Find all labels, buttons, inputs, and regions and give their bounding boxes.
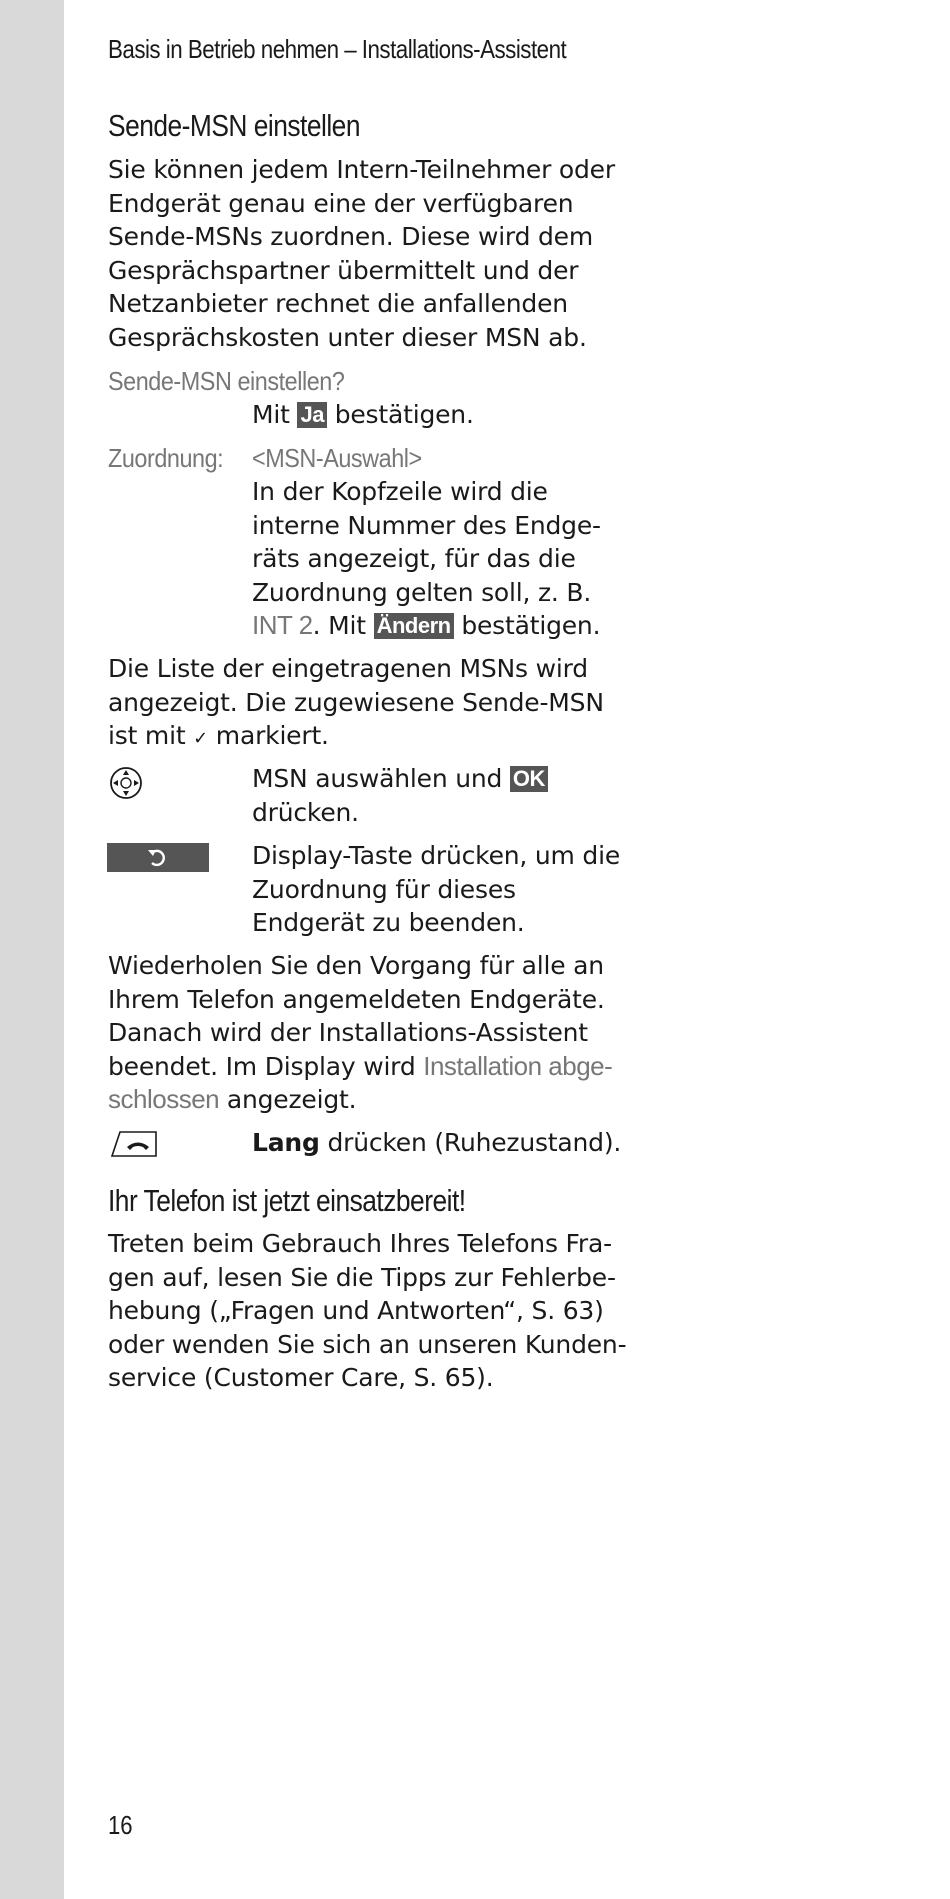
step-line: interne Nummer des Endge- <box>252 510 601 540</box>
para-text: angezeigt. <box>219 1085 357 1115</box>
intro-line: Sende-MSNs zuordnen. Diese wird dem <box>108 222 593 252</box>
step-text: bestätigen. <box>326 400 474 429</box>
page-margin-bar <box>0 0 64 1899</box>
step-text: bestätigen. <box>453 611 601 641</box>
ja-softkey: Ja <box>297 402 326 428</box>
display-text-int2: INT 2 <box>252 610 313 641</box>
para-line: service (Customer Care, S. 65). <box>108 1363 494 1393</box>
intro-line: Gesprächspartner übermittelt und der <box>108 255 579 285</box>
zuordnung-label: Zuordnung: <box>108 443 224 473</box>
para-line: Die Liste der eingetragenen MSNs wird <box>108 654 588 683</box>
display-text-installation: Installation abge- <box>423 1050 613 1081</box>
section-heading-sende-msn: Sende-MSN einstellen <box>108 108 360 143</box>
step-line: drücken. <box>252 797 359 827</box>
back-arrow-icon <box>107 843 209 872</box>
display-text-sende-msn: Sende-MSN einstellen? <box>108 366 345 396</box>
repeat-paragraph <box>108 949 668 1117</box>
step-line: Zuordnung gelten soll, z. B. <box>252 577 592 607</box>
step-confirm-ja <box>252 398 672 432</box>
intro-paragraph <box>108 153 668 355</box>
step-line: Endgerät zu beenden. <box>252 908 525 938</box>
aendern-softkey: Ändern <box>374 613 454 639</box>
checkmark-icon: ✓ <box>193 728 209 750</box>
step-lang-druecken <box>252 1126 672 1160</box>
display-text-abgeschlossen: schlossen <box>108 1084 220 1115</box>
display-key-back <box>107 843 209 872</box>
ok-softkey: OK <box>510 766 548 792</box>
intro-line: Endgerät genau eine der verfügbaren <box>108 188 574 218</box>
step-text: . Mit <box>312 611 374 641</box>
para-line: Danach wird der Installations-Assistent <box>108 1018 588 1048</box>
step-line: In der Kopfzeile wird die <box>252 477 548 506</box>
para-line: Ihrem Telefon angemeldeten Endgeräte. <box>108 984 605 1014</box>
section-heading-einsatzbereit: Ihr Telefon ist jetzt einsatzbereit! <box>108 1183 466 1218</box>
step-text: Mit <box>252 400 298 429</box>
bold-text-lang: Lang <box>252 1128 320 1157</box>
step-display-key <box>252 839 672 940</box>
intro-line: Gesprächskosten unter dieser MSN ab. <box>108 322 587 352</box>
step-line: Display-Taste drücken, um die <box>252 841 621 870</box>
step-line: räts angezeigt, für das die <box>252 544 576 574</box>
step-text: drücken (Ruhezustand). <box>319 1128 622 1157</box>
intro-line: Sie können jedem Intern-Teilnehmer oder <box>108 155 615 184</box>
para-text: beendet. Im Display wird <box>108 1051 424 1081</box>
intro-line: Netzanbieter rechnet die anfallenden <box>108 289 568 319</box>
step-select-msn <box>252 762 672 829</box>
para-line: gen auf, lesen Sie die Tipps zur Fehlerbe- <box>108 1262 616 1292</box>
para-line: Wiederholen Sie den Vorgang für alle an <box>108 951 604 980</box>
step-zuordnung-body <box>252 475 672 643</box>
para-line: angezeigt. Die zugewiesene Sende-MSN <box>108 687 604 717</box>
para-text: markiert. <box>208 721 329 751</box>
end-call-key-icon <box>110 1130 158 1158</box>
para-line: hebung („Fragen und Antworten“, S. 63) <box>108 1296 604 1326</box>
para-text: ist mit <box>108 721 194 751</box>
msn-list-paragraph <box>108 652 668 756</box>
para-line: Treten beim Gebrauch Ihres Telefons Fra- <box>108 1229 612 1258</box>
running-header: Basis in Betrieb nehmen – Installations-Assistent <box>108 34 567 64</box>
page-number: 16 <box>108 1810 133 1840</box>
navigation-key-icon <box>108 765 144 801</box>
para-line: oder wenden Sie sich an unseren Kunden- <box>108 1329 627 1359</box>
display-text-msn-auswahl: <MSN-Auswahl> <box>252 443 422 473</box>
step-line: Zuordnung für dieses <box>252 874 516 904</box>
help-paragraph <box>108 1227 668 1395</box>
step-text: MSN auswählen und <box>252 764 510 793</box>
